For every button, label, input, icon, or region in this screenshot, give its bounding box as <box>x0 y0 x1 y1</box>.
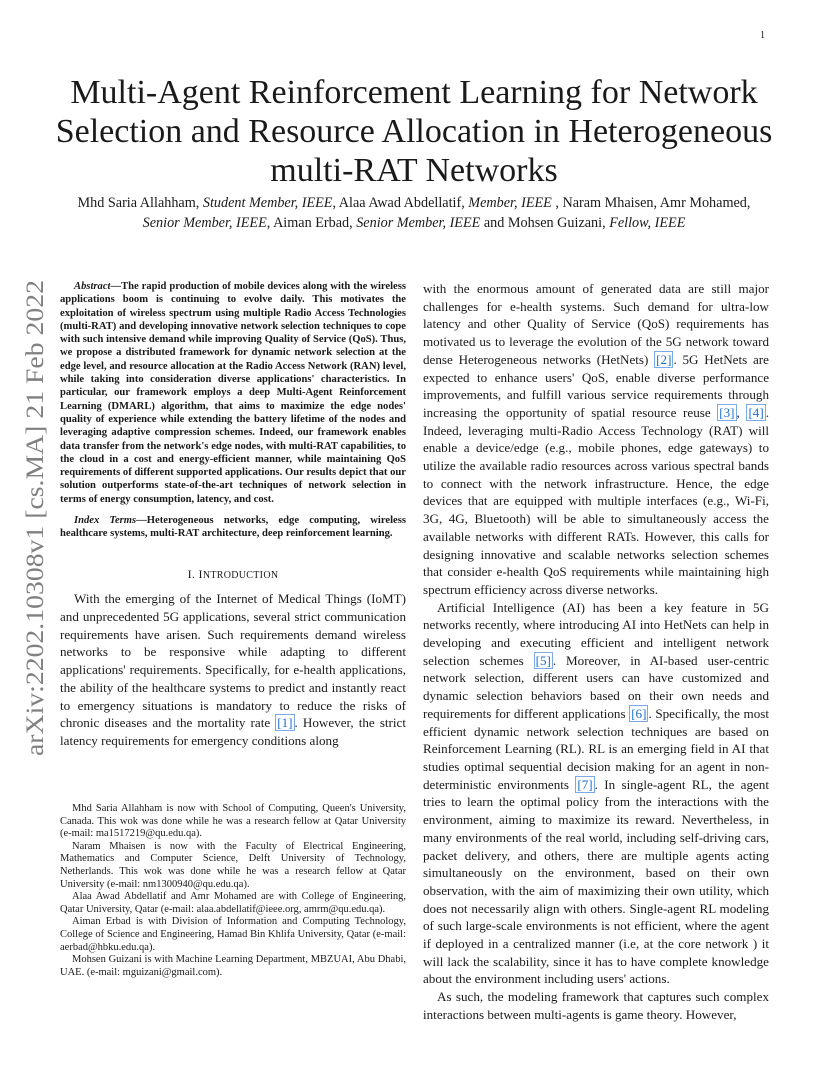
footnote: Mohsen Guizani is with Machine Learning Department, MBZUAI, Abu Dhabi, UAE. (e-mail: mguizani@gmail.com). <box>60 954 406 978</box>
paragraph-text: . Moreover, in AI-based user-centric network selection, different users can have customized and dynamic selection behaviors based on their own needs and requirements for different applications <box>423 652 769 721</box>
abstract <box>60 280 406 506</box>
paper-title: Multi-Agent Reinforcement Learning for Network Selection and Resource Allocation in Heterogeneous multi-RAT Networks <box>55 74 773 189</box>
right-column <box>423 280 769 1024</box>
author-name: Mhd Saria Allahham <box>77 195 196 211</box>
author-name: Naram Mhaisen <box>562 195 654 211</box>
author-affiliation: Senior Member, IEEE <box>142 215 267 231</box>
author-name: Mohsen Guizani <box>507 215 603 231</box>
footnotes <box>60 803 406 979</box>
paragraph-text: . However, the strict latency requirements for emergency conditions along <box>60 715 406 748</box>
paragraph-text: , <box>736 404 747 420</box>
paragraph-text: Artificial Intelligence (AI) has been a key feature in 5G networks recently, where introducing AI into HetNets can help in developing and executing efficient and intelligent network selection schemes <box>423 599 769 668</box>
arxiv-stamp-text: arXiv:2202.10308v1 [cs.MA] 21 Feb 2022 <box>22 326 49 756</box>
arxiv-identifier-stamp <box>22 278 50 758</box>
author-affiliation: Senior Member, IEEE <box>356 215 481 231</box>
body-paragraph: As such, the modeling framework that captures such complex interactions between multi-agents is game theory. However, <box>423 989 769 1022</box>
paragraph-text: . In single-agent RL, the agent tries to learn the optimal policy from the interactions with the environment, aiming to maximize its reward. Nevertheless, in many environments of the real world, including self-driving cars, packet delivery, and others, there are multiple agents acting simultaneously on the environment, based on their own observation, with the aim of maximizing their own utility, which does not necessarily align with others. Single-agent RL modeling of such large-scale environments is not efficient, where the agent if deployed in a centralized manner (i.e, at the core network ) it will lack the scalability, since it has to have complete knowledge about the environment including users' actions. <box>423 776 769 987</box>
author-name: Alaa Awad Abdellatif <box>338 195 462 211</box>
page-number: 1 <box>760 30 765 41</box>
section-title-initial: I <box>198 566 203 581</box>
author-name: Aiman Erbad <box>273 215 350 231</box>
citation-link[interactable]: [1] <box>277 715 293 731</box>
index-terms-text: —Heterogeneous networks, edge computing, wireless healthcare systems, multi-RAT architecture, deep reinforcement learning. <box>60 515 406 540</box>
body-paragraph <box>423 599 769 988</box>
section-heading <box>60 566 406 585</box>
intro-paragraph <box>60 590 406 749</box>
abstract-label: Abstract <box>74 281 111 292</box>
section-title-rest: NTRODUCTION <box>202 569 279 581</box>
paragraph-text: . Specifically, the most efficient dynamic network selection techniques are based on Reinforcement Learning (RL). RL is an emerging field in AI that studies optimal sequential decision making for an agent in non-deterministic environments <box>423 705 769 792</box>
author-affiliation: Student Member, IEEE <box>202 195 333 211</box>
paragraph-text: . Indeed, leveraging multi-Radio Access Technology (RAT) will enable a device/edge (e.g., mobile phones, edge gateways) to utilize the available radio resources across various spectral bands to connect with the network infrastructure. Hence, the edge devices that are equipped with multiple interfaces (e.g., Wi-Fi, 3G, 4G, Bluetooth) will be able to simultaneously access the available networks with different RATs. However, this calls for designing innovative and scalable networks selection schemes that consider e-health QoS requirements while maintaining high spectrum efficiency across diverse networks. <box>423 404 769 597</box>
index-terms-label: Index Terms <box>74 515 137 527</box>
paragraph-text: With the emerging of the Internet of Medical Things (IoMT) and unprecedented 5G applications, several strict communication requirements have arisen. Such requirements demand wireless networks to be responsive while adapting to different applications' requirements. Specifically, for e-health applications, the ability of the healthcare systems to predict and instantly react to emergency situations is mandatory to reduce the risks of chronic diseases and the mortality rate <box>60 591 406 731</box>
left-column <box>60 280 406 750</box>
citation-link[interactable]: [5] <box>535 652 551 668</box>
citation-link[interactable]: [3] <box>719 404 735 420</box>
footnote: Alaa Awad Abdellatif and Amr Mohamed are with College of Engineering, Qatar University, Qatar (e-mail: alaa.abdellatif@ieee.org, amrm@qu.edu.qa). <box>60 891 406 915</box>
footnote: Aiman Erbad is with Division of Information and Computing Technology, College of Science and Engineering, Hamad Bin Khlifa University, Qatar (e-mail: aerbad@hbku.edu.qa). <box>60 916 406 953</box>
citation-link[interactable]: [6] <box>631 705 647 721</box>
section-number: I. <box>187 566 196 581</box>
author-affiliation: Member, IEEE <box>468 195 552 211</box>
footnote: Mhd Saria Allahham is now with School of Computing, Queen's University, Canada. This wok was done while he was a research fellow at Qatar University (e-mail: ma1517219@qu.edu.qa). <box>60 803 406 840</box>
author-affiliation: Fellow, IEEE <box>609 215 686 231</box>
citation-link[interactable]: [4] <box>748 404 764 420</box>
abstract-text: —The rapid production of mobile devices along with the wireless applications boom is continuing to evolve daily. This motivates the exploitation of wireless spectrum using multiple Radio Access Technologies (multi-RAT) and developing innovative network selection techniques to cope with such intensive demand while improving Quality of Service (QoS). Thus, we propose a distributed framework for dynamic network selection at the edge level, and resource allocation at the Radio Access Network (RAN) level, while taking into consideration diverse applications' characteristics. In particular, our framework employs a deep Multi-Agent Reinforcement Learning (DMARL) algorithm, that aims to maximize the edge nodes' quality of experience while extending the battery lifetime of the nodes and leveraging adaptive compression schemes. Indeed, our framework enables data transfer from the network's edge nodes, with multi-RAT capabilities, to the cloud in a cost and energy-efficient manner, while maintaining QoS requirements of different supported applications. Our results depict that our solution outperforms state-of-the-art techniques of network selection in terms of energy consumption, latency, and cost. <box>60 281 406 505</box>
citation-link[interactable]: [2] <box>656 351 672 367</box>
paragraph-text: . 5G HetNets are expected to enhance users' QoS, enable diverse performance improvements, and fulfill various service requirements through increasing the opportunity of spatial resource reuse <box>423 351 769 420</box>
author-list: Mhd Saria Allahham, Student Member, IEEE, Alaa Awad Abdellatif, Member, IEEE , Naram Mhaisen, Amr Mohamed, Senior Member, IEEE, Aiman Erbad, Senior Member, IEEE and Mohsen Guizani, Fellow, IEEE <box>77 195 751 231</box>
footnote: Naram Mhaisen is now with the Faculty of Electrical Engineering, Mathematics and Computer Science, Delft University of Technology, Netherlands. This wok was done while he was a research fellow at Qatar University (e-mail: nm1300940@qu.edu.qa). <box>60 840 406 890</box>
citation-link[interactable]: [7] <box>577 776 593 792</box>
index-terms <box>60 514 406 541</box>
author-name: Amr Mohamed <box>659 195 747 211</box>
body-paragraph <box>423 280 769 599</box>
paragraph-text: with the enormous amount of generated data are still major challenges for e-health systems. Such demand for ultra-low latency and other Quality of Service (QoS) requirements has motivated us to leverage the evolution of the 5G network toward dense Heterogeneous networks (HetNets) <box>423 281 769 367</box>
